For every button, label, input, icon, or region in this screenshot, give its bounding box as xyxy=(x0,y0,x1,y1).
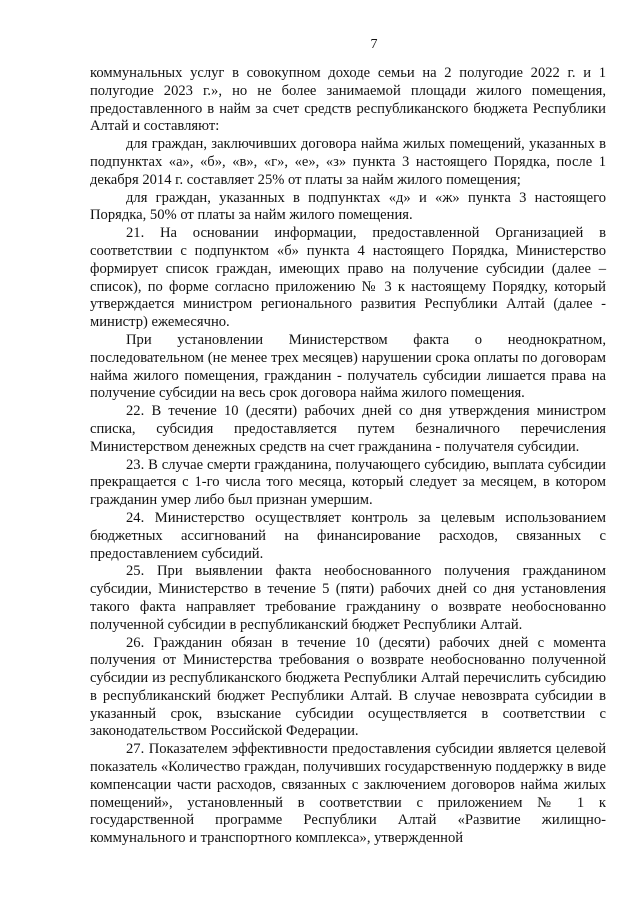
paragraph-21-violation: При установлении Министерством факта о неоднократном, последовательном (не менее трех месяцев) нарушении срока оплаты по договорам найма жилого помещения, гражданин - получатель субсидии лишается права на получение субсидии на весь срок договора найма жилого помещения. xyxy=(90,331,606,402)
paragraph-22: 22. В течение 10 (десяти) рабочих дней со дня утверждения министром списка, субсидия предоставляется путем безналичного перечисления Министерством денежных средств на счет гражданина - получателя субсидии. xyxy=(90,403,606,455)
paragraph-25: 25. При выявлении факта необоснованного получения гражданином субсидии, Министерство в течение 5 (пяти) рабочих дней со дня установления такого факта направляет требование гражданину о возврате необоснованно полученной субсидии в республиканский бюджет Республики Алтай. xyxy=(90,563,606,633)
paragraph-continuation: коммунальных услуг в совокупном доходе семьи на 2 полугодие 2022 г. и 1 полугодие 2023 г.», но не более занимаемой площади жилого помещения, предоставленного в найм за счет средств республиканского бюджета Республики Алтай и составляют: xyxy=(90,65,606,135)
page-number: 7 xyxy=(370,37,378,52)
document-body xyxy=(90,65,606,848)
paragraph-subsidy-25-percent: для граждан, заключивших договора найма жилых помещений, указанных в подпунктах «а», «б», «в», «г», «е», «з» пункта 3 настоящего Порядка, после 1 декабря 2014 г. составляет 25% от платы за найм жилого помещения; xyxy=(90,136,606,188)
paragraph-26: 26. Гражданин обязан в течение 10 (десяти) рабочих дней с момента получения от Министерства требования о возврате необоснованно полученной субсидии из республиканского бюджета Республики Алтай перечислить субсидию в республиканский бюджет Республики Алтай. В случае невозврата субсидии в указанный срок, взыскание субсидии осуществляется в соответствии с законодательством Российской Федерации. xyxy=(90,634,606,740)
paragraph-24: 24. Министерство осуществляет контроль за целевым использованием бюджетных ассигнований на финансирование расходов, связанных с предоставлением субсидий. xyxy=(90,509,606,562)
paragraph-27: 27. Показателем эффективности предоставления субсидии является целевой показатель «Количество граждан, получивших государственную поддержку в виде компенсации части расходов, связанных с заключением договоров найма жилых помещений», установленный в соответствии с приложением № 1 к государственной программе Республики Алтай «Развитие жилищно-коммунального и транспортного комплекса», утвержденной xyxy=(90,741,606,847)
paragraph-subsidy-50-percent: для граждан, указанных в подпунктах «д» и «ж» пункта 3 настоящего Порядка, 50% от платы за найм жилого помещения. xyxy=(90,189,606,224)
paragraph-23: 23. В случае смерти гражданина, получающего субсидию, выплата субсидии прекращается с 1-го числа того месяца, который следует за месяцем, в котором гражданин умер либо был признан умершим. xyxy=(90,456,606,509)
paragraph-21: 21. На основании информации, предоставленной Организацией в соответствии с подпунктом «б» пункта 4 настоящего Порядка, Министерство формирует список граждан, имеющих право на получение субсидии (далее – список), по форме согласно приложению № 3 к настоящему Порядку, который утверждается министром регионального развития Республики Алтай (далее - министр) ежемесячно. xyxy=(90,225,606,331)
